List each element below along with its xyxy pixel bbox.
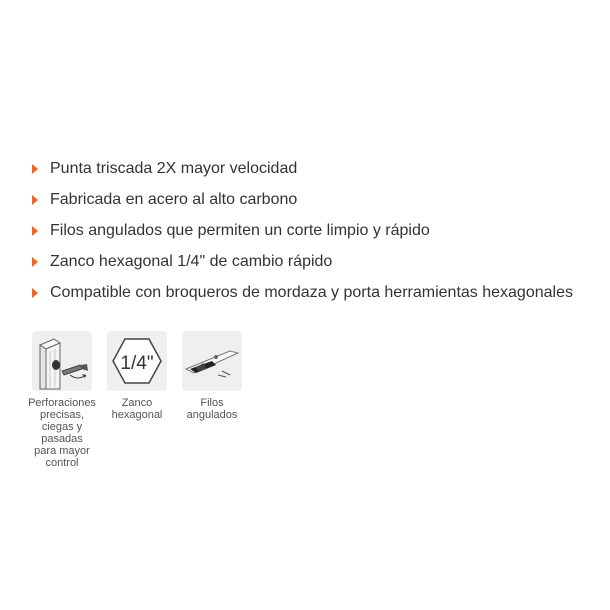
feature-text: Compatible con broqueros de mordaza y porta herramientas hexagonales — [50, 283, 573, 301]
icon-card-perforaciones — [28, 331, 96, 469]
icon-card-zanco — [106, 331, 168, 469]
feature-item — [32, 246, 573, 277]
hex-size-label: 1/4" — [120, 353, 154, 374]
bullet-arrow-icon — [32, 195, 38, 205]
icon-caption: Zanco hexagonal — [111, 397, 163, 421]
feature-text: Filos angulados que permiten un corte limpio y rápido — [50, 221, 430, 239]
bullet-arrow-icon — [32, 164, 38, 174]
feature-item — [32, 153, 573, 184]
feature-icons — [28, 331, 256, 469]
icon-card-filos — [181, 331, 243, 469]
feature-item — [32, 184, 573, 215]
feature-list — [32, 153, 573, 308]
feature-text: Fabricada en acero al alto carbono — [50, 190, 298, 208]
feature-item — [32, 277, 573, 308]
bullet-arrow-icon — [32, 257, 38, 267]
feature-text: Punta triscada 2X mayor velocidad — [50, 159, 298, 177]
bullet-arrow-icon — [32, 226, 38, 236]
angled-edges-icon — [182, 331, 242, 391]
icon-caption: Perforaciones precisas, ciegas y pasadas para mayor control — [28, 397, 96, 469]
feature-text: Zanco hexagonal 1/4" de cambio rápido — [50, 252, 333, 270]
feature-item — [32, 215, 573, 246]
drilled-post-icon — [32, 331, 92, 391]
bullet-arrow-icon — [32, 288, 38, 298]
hex-shank-icon — [107, 331, 167, 391]
icon-caption: Filos angulados — [186, 397, 238, 421]
